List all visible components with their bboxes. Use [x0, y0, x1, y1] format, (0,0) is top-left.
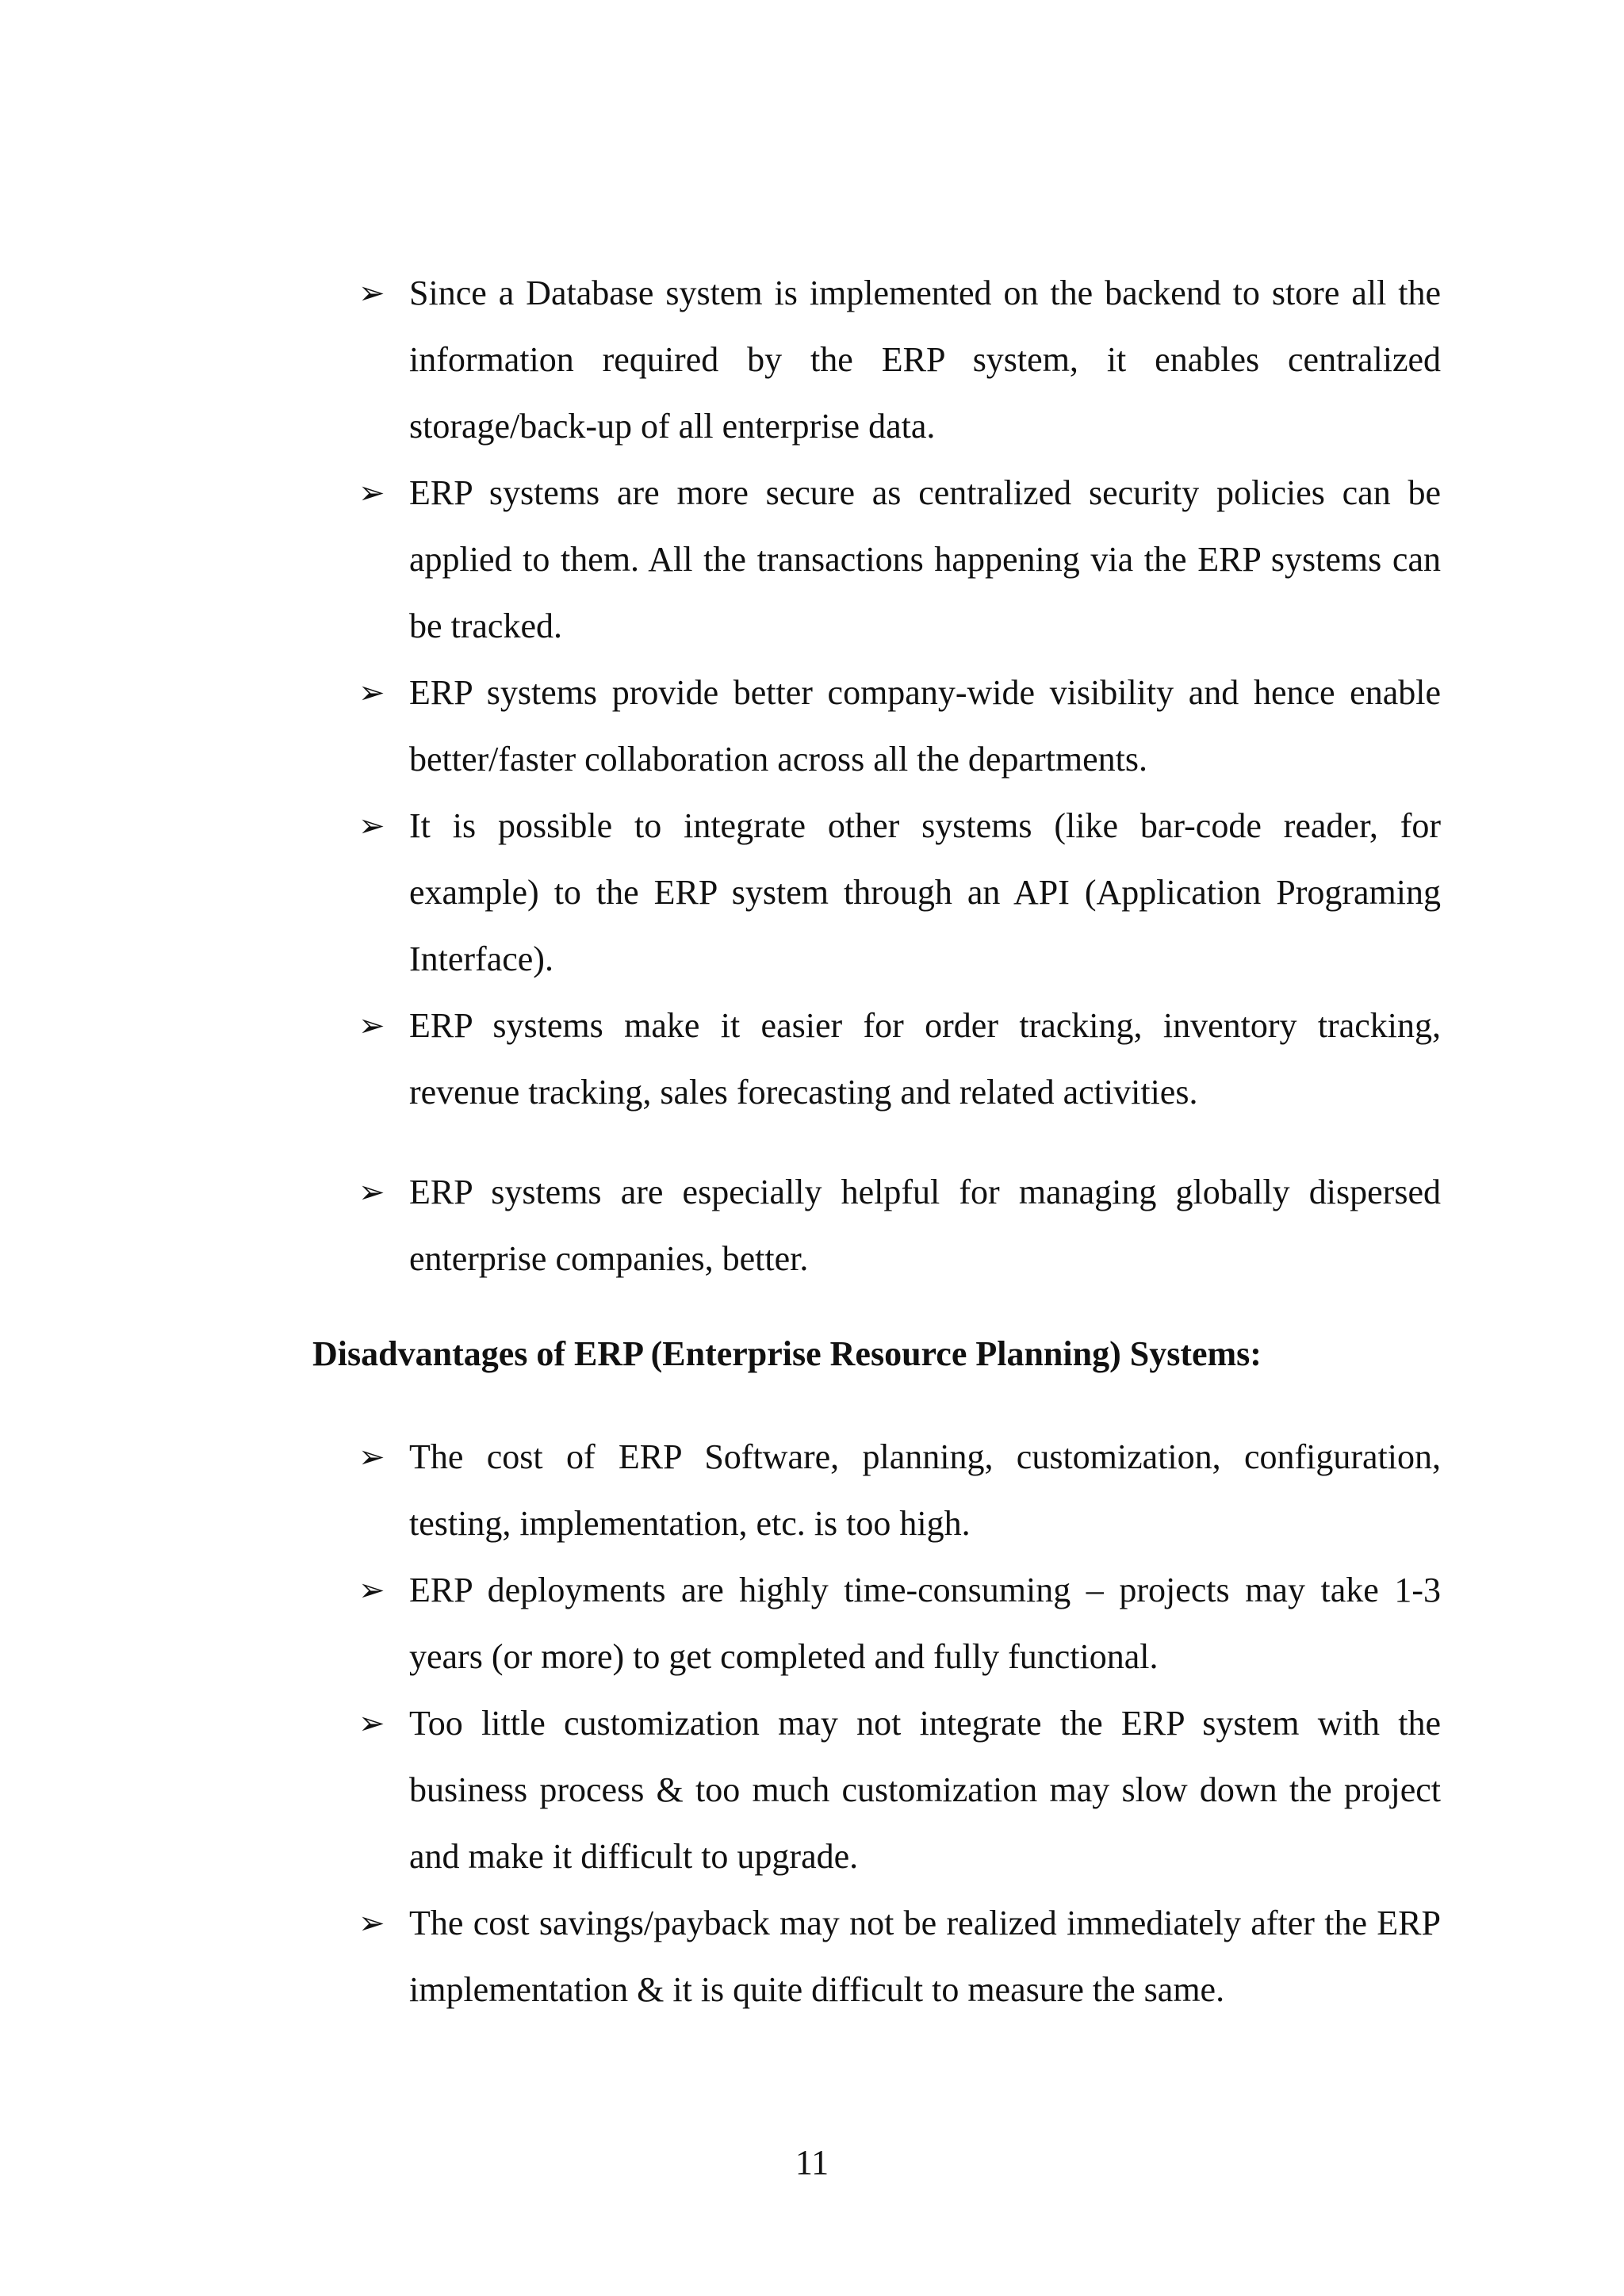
list-item-text: The cost savings/payback may not be realized immediately after the ERP implementation & it is quite difficult to measure the same. [409, 1904, 1441, 2009]
list-item [358, 1159, 1441, 1292]
list-item-text: Since a Database system is implemented on the backend to store all the information required by the ERP system, it enables centralized storage/back-up of all enterprise data. [409, 274, 1441, 446]
arrow-bullet-icon: ➢ [358, 1572, 385, 1609]
arrow-bullet-icon: ➢ [358, 675, 385, 711]
page-number: 11 [795, 2143, 829, 2182]
arrow-bullet-icon: ➢ [358, 808, 385, 844]
list-item [358, 1690, 1441, 1890]
arrow-bullet-icon: ➢ [358, 1439, 385, 1475]
arrow-bullet-icon: ➢ [358, 1705, 385, 1742]
section-heading: Disadvantages of ERP (Enterprise Resource Planning) Systems: [312, 1334, 1262, 1373]
arrow-bullet-icon: ➢ [358, 275, 385, 312]
advantages-list [358, 260, 1441, 1292]
list-item [358, 1557, 1441, 1690]
list-item-text: Too little customization may not integrate the ERP system with the business process & too much customization may slow down the project and make it difficult to upgrade. [409, 1704, 1441, 1876]
list-item-text: ERP deployments are highly time-consuming – projects may take 1-3 years (or more) to get completed and fully functional. [409, 1571, 1441, 1676]
list-item-text: ERP systems provide better company-wide visibility and hence enable better/faster collaboration across all the departments. [409, 673, 1441, 779]
list-item-text: ERP systems are more secure as centralized security policies can be applied to them. All the transactions happening via the ERP systems can be tracked. [409, 473, 1441, 645]
list-item [358, 993, 1441, 1126]
disadvantages-list [358, 1424, 1441, 2023]
list-item-text: ERP systems are especially helpful for managing globally dispersed enterprise companies, better. [409, 1173, 1441, 1278]
list-item [358, 260, 1441, 460]
list-item-text: The cost of ERP Software, planning, customization, configuration, testing, implementation, etc. is too high. [409, 1437, 1441, 1543]
list-item [358, 793, 1441, 993]
arrow-bullet-icon: ➢ [358, 1008, 385, 1044]
list-item [358, 1890, 1441, 2023]
list-item-text: It is possible to integrate other systems (like bar-code reader, for example) to the ERP system through an API (Application Programing Interface). [409, 806, 1441, 978]
arrow-bullet-icon: ➢ [358, 1905, 385, 1942]
arrow-bullet-icon: ➢ [358, 475, 385, 511]
list-item [358, 1424, 1441, 1557]
list-item-text: ERP systems make it easier for order tracking, inventory tracking, revenue tracking, sales forecasting and related activities. [409, 1006, 1441, 1112]
arrow-bullet-icon: ➢ [358, 1174, 385, 1211]
list-item [358, 660, 1441, 793]
list-item [358, 460, 1441, 660]
